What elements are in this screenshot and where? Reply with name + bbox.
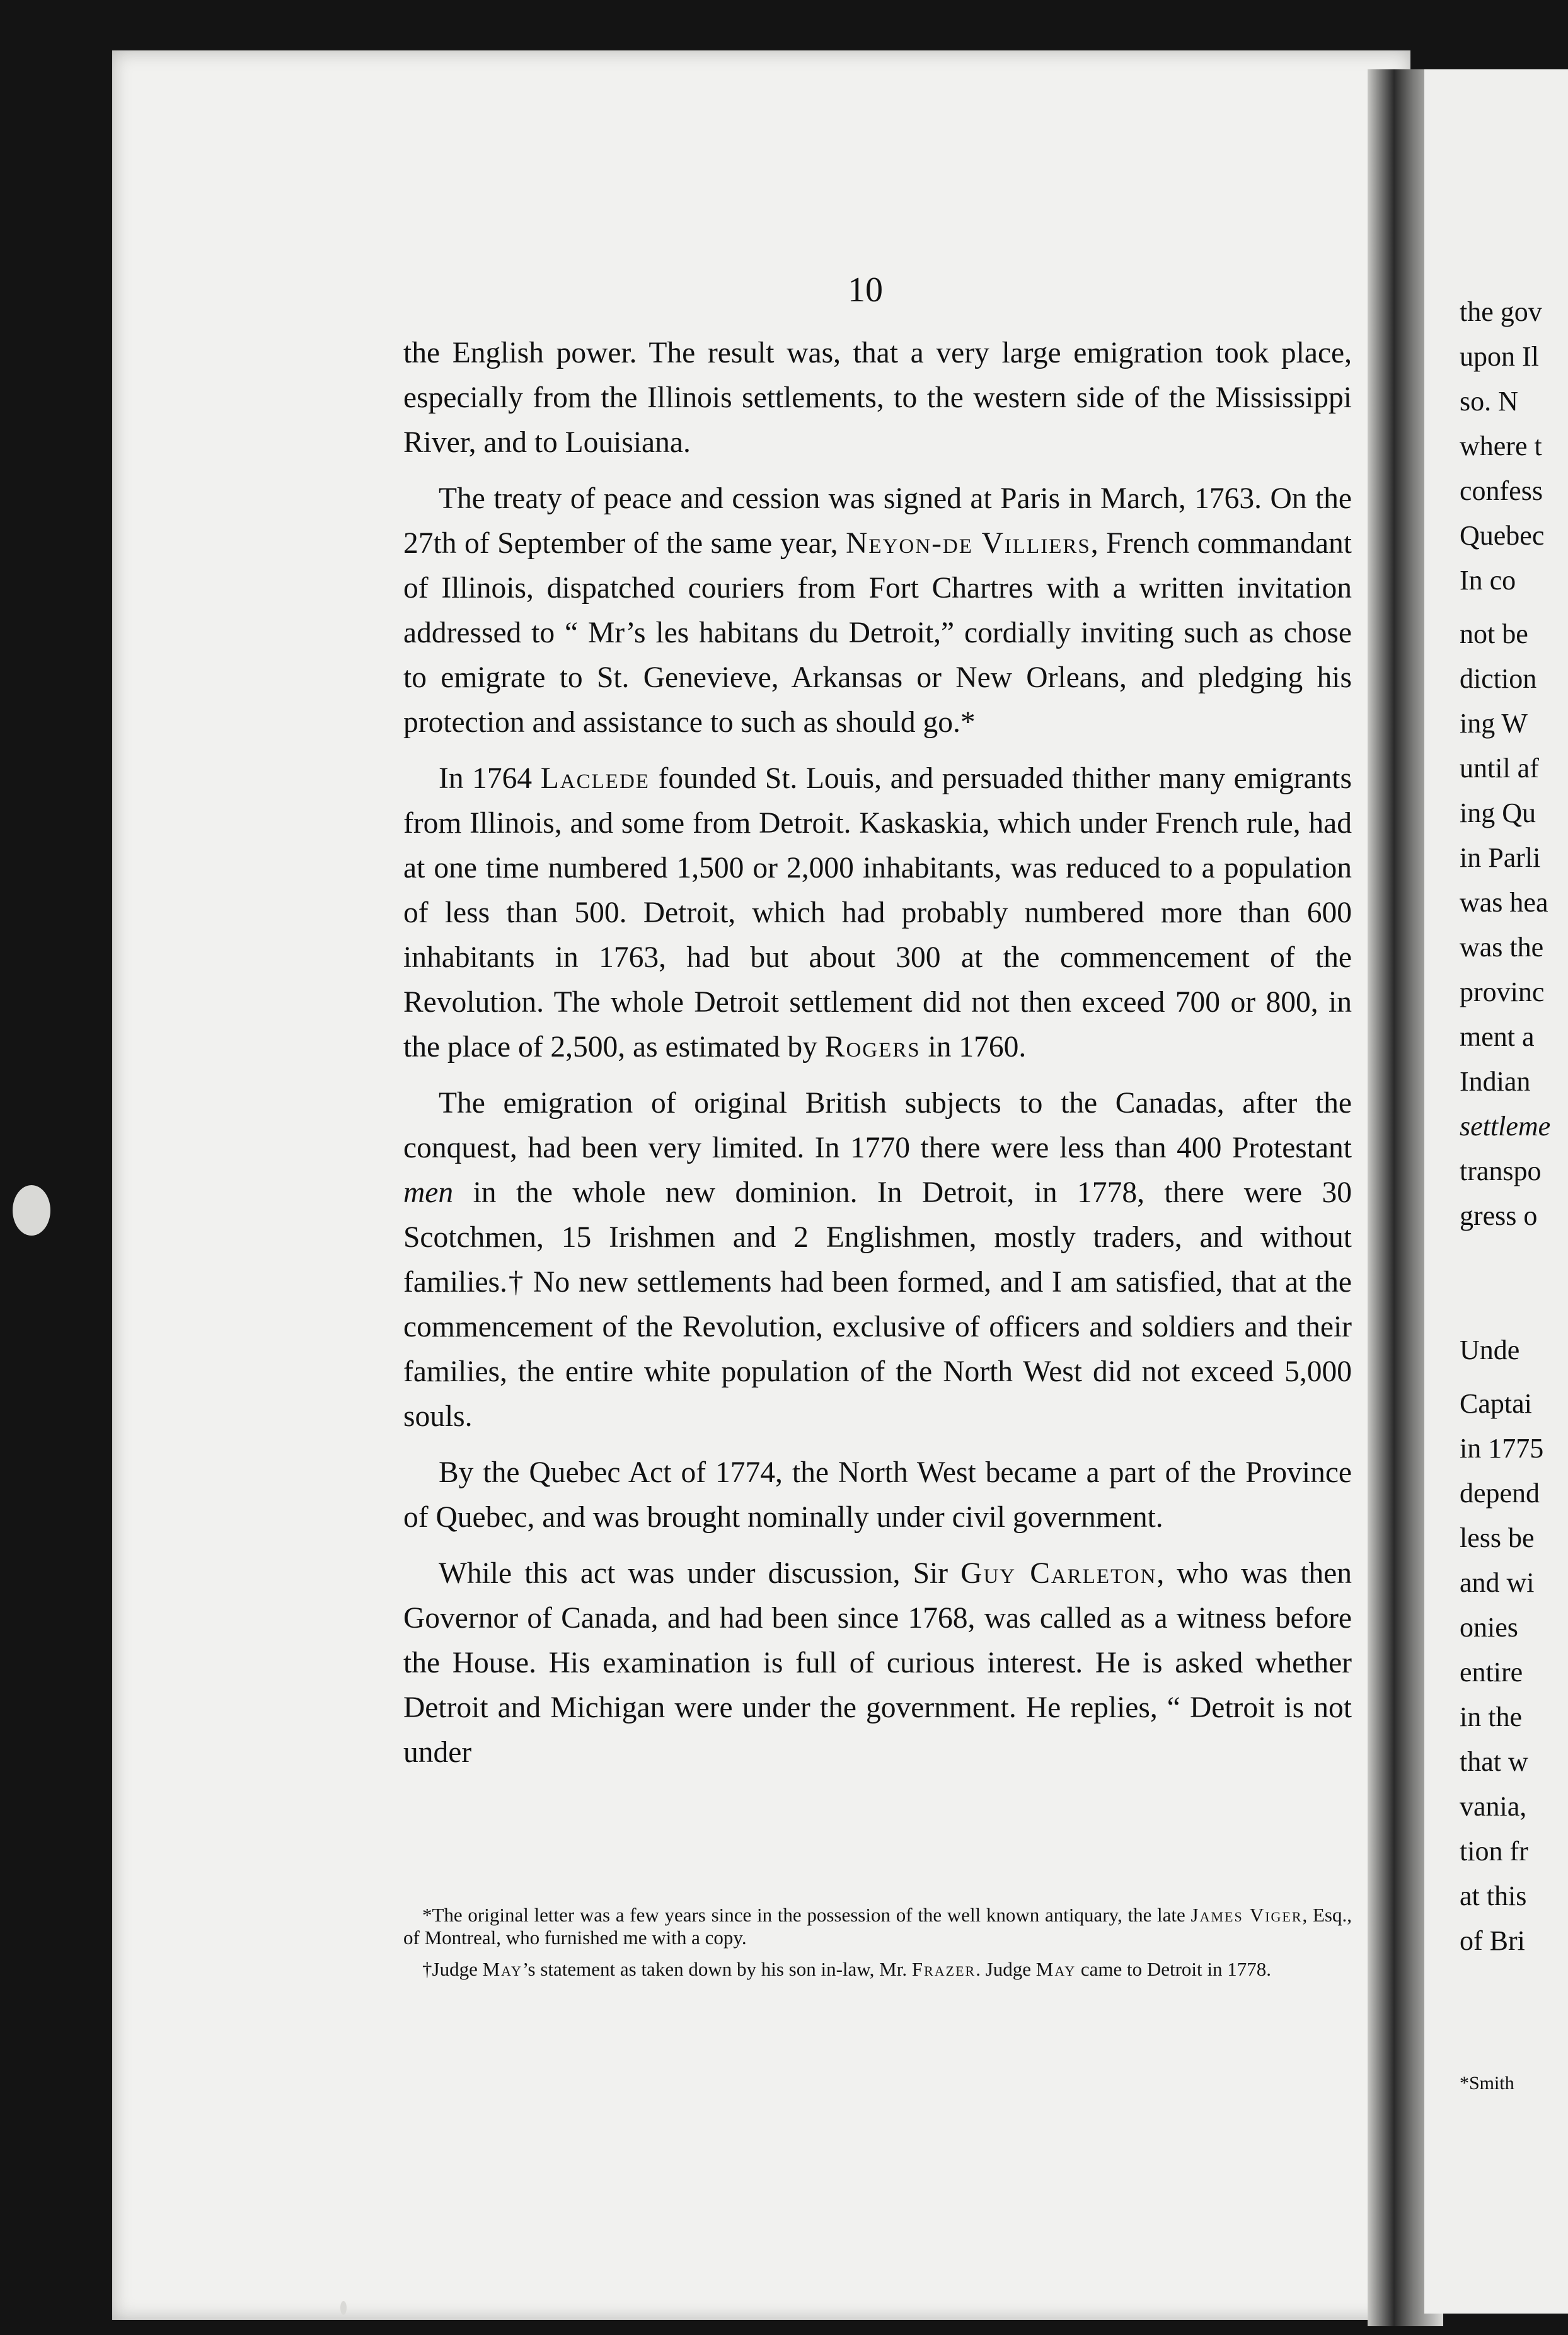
adjacent-page-line: until af [1460, 753, 1539, 784]
adjacent-page-line: In co [1460, 565, 1516, 596]
adjacent-page-line: tion fr [1460, 1836, 1528, 1867]
text-run: ’s statement as taken down by his son in-law, Mr. [522, 1958, 912, 1980]
adjacent-page-line: *Smith [1460, 2073, 1514, 2094]
text-run: in the whole new dominion. In Detroit, in 1778, there were 30 Scotchmen, 15 Irishmen and 2 Englishmen, mostly traders, and without families.† No new settlements had been formed, and I am satisfied, that at the commencement of the Revolution, exclusive of officers and soldiers and their families, the entire white population of the North West did not exceed 5,000 souls. [403, 1176, 1352, 1433]
adjacent-page-line: Indian [1460, 1066, 1531, 1097]
footnote-2 [403, 1958, 1352, 1981]
text-run: The emigration of original British subjects to the Canadas, after the conquest, had been very limited. In 1770 there were less than 400 Protestant [403, 1087, 1352, 1164]
text-run: †Judge [422, 1958, 483, 1980]
adjacent-page-line: settleme [1460, 1111, 1551, 1142]
adjacent-page-edge [1424, 69, 1568, 2314]
text-run: came to Detroit in 1778. [1076, 1958, 1272, 1980]
adjacent-page-line: ment a [1460, 1021, 1535, 1052]
adjacent-page-line: transpo [1460, 1156, 1542, 1186]
paragraph-5 [403, 1451, 1352, 1540]
adjacent-page-line: provinc [1460, 976, 1545, 1007]
text-run: in 1760. [920, 1031, 1027, 1063]
text-run: founded St. Louis, and persuaded thither many emigrants from Illinois, and some from Detroit. Kaskaskia, which under French rule, had at one time numbered 1,500 or 2,000 inhabitants, was reduced to a population of less than 500. Detroit, which had probably numbered more than 600 inhabitants in 1763, had but about 300 at the commencement of the Revolution. The whole Detroit settlement did not then exceed 700 or 800, in the place of 2,500, as estimated by [403, 762, 1352, 1063]
adjacent-page-line: depend [1460, 1478, 1540, 1509]
adjacent-page-line: gress o [1460, 1200, 1538, 1231]
text-run: In 1764 [439, 762, 541, 795]
adjacent-page-line: in the [1460, 1701, 1522, 1732]
adjacent-page-line: where t [1460, 431, 1542, 461]
adjacent-page-line: ing Qu [1460, 797, 1536, 828]
text-run: the English power. The result was, that a very large emigration took place, especially from the Illinois settlements, to the western side of the Mississippi River, and to Louisiana. [403, 337, 1352, 459]
text-run: , French commandant of Illinois, dispatched couriers from Fort Chartres with a written invitation addressed to “ Mr’s les habitans du Detroit,” cordially inviting such as chose to emigrate to St. Genevieve, Arkansas or New Orleans, and pledging his protection and assistance to such as should go.* [403, 527, 1352, 739]
adjacent-page-line: confess [1460, 475, 1543, 506]
adjacent-page-line: that w [1460, 1746, 1528, 1777]
small-caps-name: Guy Carleton [960, 1557, 1157, 1590]
text-run: By the Quebec Act of 1774, the North West became a part of the Province of Quebec, and was brought nominally under civil government. [403, 1456, 1352, 1534]
adjacent-page-line: onies [1460, 1612, 1518, 1643]
text-run: *The original letter was a few years since in the possession of the well known antiquary, the late [422, 1904, 1191, 1926]
adjacent-page-line: upon Il [1460, 341, 1539, 372]
main-text [403, 331, 1352, 1787]
small-caps-name: May [482, 1958, 522, 1980]
text-run: , who was then Governor of Canada, and had been since 1768, was called as a witness before the House. His examination is full of curious interest. He is asked whether Detroit and Michigan were under the government. He replies, “ Detroit is not under [403, 1557, 1352, 1769]
adjacent-page-line: in Parli [1460, 842, 1541, 873]
small-caps-name: Neyon-de Villiers [846, 527, 1091, 560]
text-run: , Esq., of Montreal, who furnished me with a copy. [403, 1904, 1352, 1949]
adjacent-page-line: diction [1460, 663, 1537, 694]
adjacent-page-line: in 1775 [1460, 1433, 1544, 1464]
adjacent-page-line: at this [1460, 1880, 1527, 1911]
page-number: 10 [848, 270, 883, 310]
paper-speck [13, 1185, 50, 1236]
adjacent-page-line: Quebec [1460, 520, 1545, 551]
paper-speck [340, 2301, 347, 2315]
paragraph-1 [403, 331, 1352, 465]
small-caps-name: James Viger [1190, 1904, 1303, 1926]
footnotes [403, 1904, 1352, 1990]
text-run: While this act was under discussion, Sir [439, 1557, 961, 1590]
italic-text: men [403, 1176, 454, 1209]
adjacent-page-line: vania, [1460, 1791, 1527, 1822]
adjacent-page-line: of Bri [1460, 1925, 1525, 1956]
text-run: The treaty of peace and cession was signed at Paris in March, 1763. On the 27th of September of the same year, [403, 482, 1352, 560]
adjacent-page-line: Captai [1460, 1388, 1532, 1419]
adjacent-page-line: so. N [1460, 386, 1518, 417]
small-caps-name: Laclede [540, 762, 650, 795]
adjacent-page-line: entire [1460, 1657, 1523, 1688]
paragraph-3 [403, 756, 1352, 1070]
paragraph-6 [403, 1551, 1352, 1775]
adjacent-page-line: the gov [1460, 296, 1542, 327]
small-caps-name: Frazer [911, 1958, 976, 1980]
adjacent-page-line: and wi [1460, 1567, 1535, 1598]
text-run: . Judge [976, 1958, 1036, 1980]
small-caps-name: May [1035, 1958, 1076, 1980]
footnote-1 [403, 1904, 1352, 1949]
small-caps-name: Rogers [824, 1031, 921, 1063]
adjacent-page-line: less be [1460, 1522, 1535, 1553]
paragraph-4 [403, 1081, 1352, 1439]
adjacent-page-line: Unde [1460, 1335, 1520, 1365]
adjacent-page-line: ing W [1460, 708, 1528, 739]
adjacent-page-line: was hea [1460, 887, 1548, 918]
adjacent-page-line: not be [1460, 618, 1528, 649]
adjacent-page-line: was the [1460, 932, 1544, 963]
paragraph-2 [403, 477, 1352, 745]
